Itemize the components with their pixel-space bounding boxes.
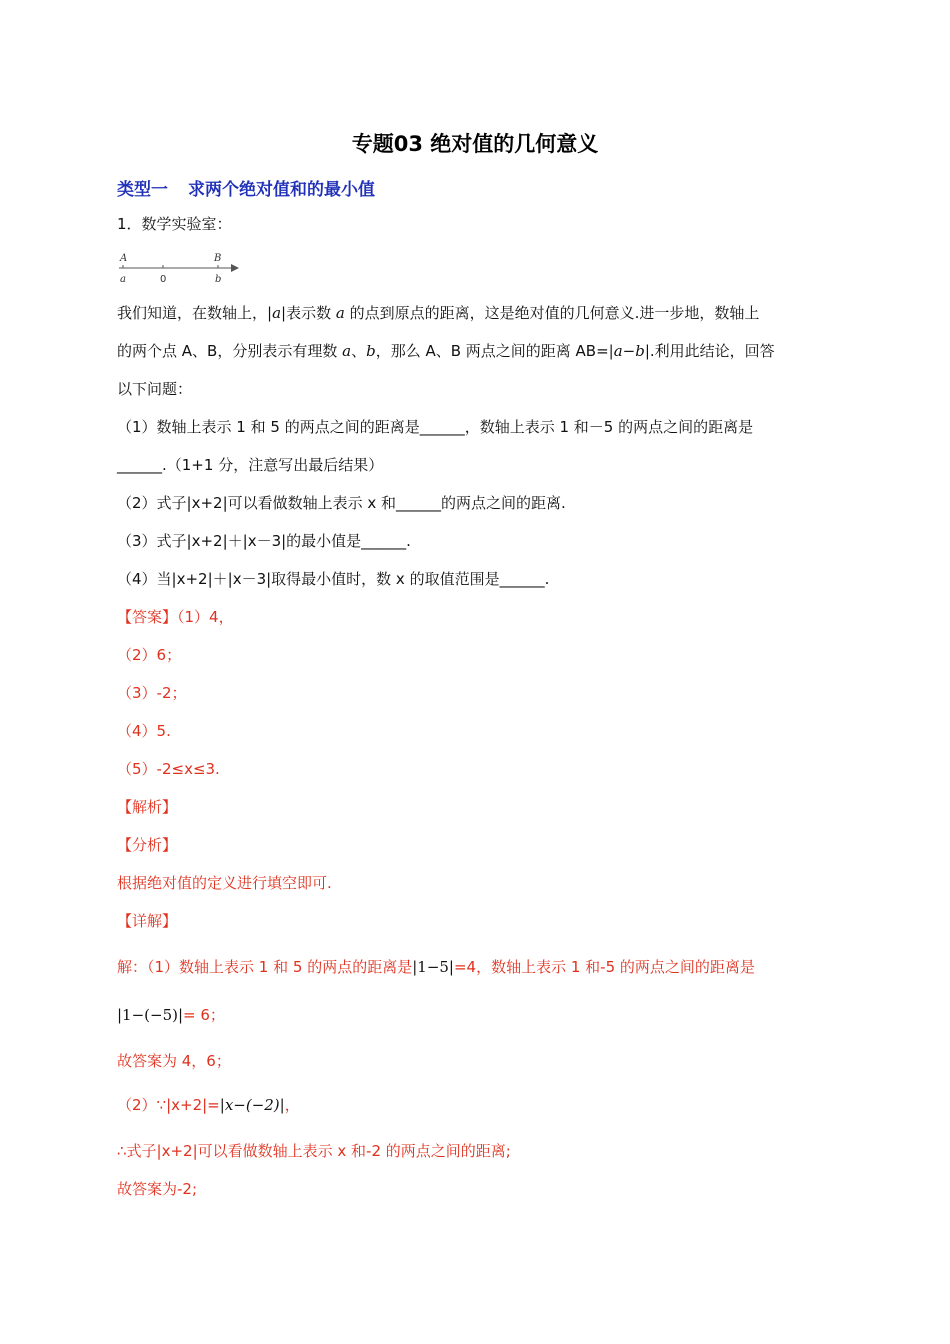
sub-question-2: （2）式子|x+2|可以看做数轴上表示 x 和______的两点之间的距离.	[117, 494, 566, 512]
xiangjie-label: 【详解】	[117, 912, 178, 930]
formula-abs-1-minus-neg5: |1−(−5)|	[117, 1006, 184, 1024]
question-paragraph-line3: 以下问题：	[117, 380, 193, 398]
answer-1: （1）4，	[177, 608, 234, 626]
point-B-label: B	[214, 253, 222, 264]
section-label: 类型一	[117, 180, 168, 200]
text-run: ，那么 A、B 两点之间的距离 AB=	[375, 342, 609, 360]
sub-question-1-line2: ______.（1+1 分，注意写出最后结果）	[117, 456, 384, 474]
jiexi-label: 【解析】	[117, 798, 178, 816]
abs-a-expression: |a|	[267, 304, 287, 322]
page-title: 专题03 绝对值的几何意义	[351, 132, 599, 156]
text-run: 的两个点 A、B，分别表示有理数	[117, 342, 338, 360]
label-a: a	[120, 274, 126, 285]
number-line-arrow-icon	[231, 264, 239, 272]
formula-abs-1-minus-5: |1−5|	[412, 958, 454, 976]
label-b: b	[215, 274, 222, 285]
text-run: =4，数轴上表示 1 和-5 的两点之间的距离是	[453, 958, 755, 976]
text-run: 我们知道，在数轴上，	[117, 304, 268, 322]
detail-line-3: 故答案为 4，6；	[117, 1052, 231, 1070]
sub-question-3: （3）式子|x+2|＋|x－3|的最小值是______.	[117, 532, 411, 550]
text-run: （2）∵|x+2|=	[117, 1096, 220, 1114]
text-run: 解：（1）数轴上表示 1 和 5 的两点的距离是	[117, 958, 413, 976]
answer-5: （5）-2≤x≤3.	[117, 760, 220, 778]
formula-abs-x-minus-neg2: |x−(−2)|	[219, 1096, 285, 1114]
detail-line-1	[117, 956, 837, 978]
abs-a-minus-b-expression: |a−b|	[608, 342, 650, 360]
point-A-label: A	[120, 253, 128, 264]
answer-2: （2）6；	[117, 646, 182, 664]
variable-a: a	[335, 304, 345, 322]
text-run: ，	[284, 1096, 300, 1114]
sub-question-1-line1: （1）数轴上表示 1 和 5 的两点之间的距离是______，数轴上表示 1 和－5 的两点之间的距离是	[117, 418, 754, 436]
answer-4: （4）5.	[117, 722, 171, 740]
section-heading	[117, 175, 375, 200]
question-intro: 1．数学实验室：	[117, 215, 232, 233]
fenxi-label: 【分析】	[117, 836, 178, 854]
section-text: 求两个绝对值和的最小值	[188, 180, 375, 200]
detail-line-6: 故答案为-2;	[117, 1180, 198, 1198]
text-run: 表示数	[286, 304, 332, 322]
detail-line-5: ∴式子|x+2|可以看做数轴上表示 x 和-2 的两点之间的距离;	[117, 1142, 511, 1160]
text-run: 、	[351, 342, 367, 360]
variable-b: b	[366, 342, 376, 360]
answer-line-1	[117, 606, 837, 628]
answer-3: （3）-2；	[117, 684, 187, 702]
label-0: 0	[160, 274, 167, 285]
fenxi-text: 根据绝对值的定义进行填空即可.	[117, 874, 332, 892]
sub-question-4: （4）当|x+2|＋|x－3|取得最小值时，数 x 的取值范围是______.	[117, 570, 550, 588]
text-run: 的点到原点的距离，这是绝对值的几何意义.进一步地，数轴上	[349, 304, 760, 322]
question-paragraph-line2	[117, 340, 837, 362]
number-line-diagram	[117, 248, 247, 288]
question-paragraph-line1	[117, 302, 837, 324]
variable-a: a	[342, 342, 352, 360]
detail-line-2	[117, 1004, 837, 1026]
text-run: .利用此结论，回答	[649, 342, 775, 360]
detail-line-4	[117, 1094, 837, 1116]
answer-label: 【答案】	[117, 608, 178, 626]
text-run: = 6；	[183, 1006, 225, 1024]
